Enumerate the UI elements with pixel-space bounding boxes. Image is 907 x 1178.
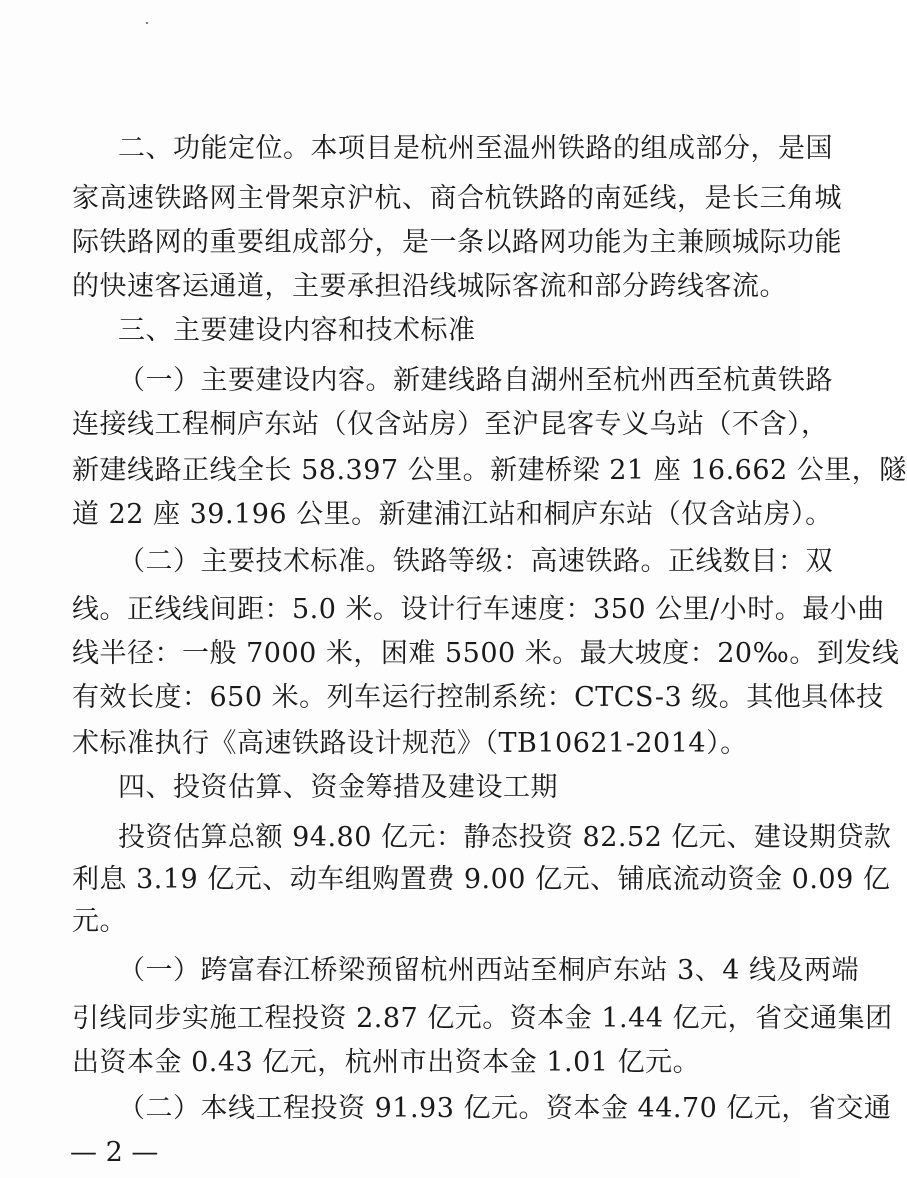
paragraph-line: 术标准执行《高速铁路设计规范》（TB10621-2014）。 [72,728,748,759]
section-heading: 三、主要建设内容和技术标准 [118,315,476,346]
paragraph-line: 线半径：一般 7000 米，困难 5500 米。最大坡度：20‰。到发线 [72,638,900,669]
paragraph-line: 元。 [72,906,127,937]
paragraph-line: 利息 3.19 亿元、动车组购置费 9.00 亿元、铺底流动资金 0.09 亿 [72,864,891,895]
paragraph-line: 投资估算总额 94.80 亿元：静态投资 82.52 亿元、建设期贷款 [118,822,892,853]
paragraph-line: 际铁路网的重要组成部分，是一条以路网功能为主兼顾城际功能 [72,227,842,258]
paragraph-line: （一）跨富春江桥梁预留杭州西站至桐庐东站 3、4 线及两端 [118,955,860,986]
paragraph-line: 道 22 座 39.196 公里。新建浦江站和桐庐东站（仅含站房）。 [72,499,833,530]
paragraph-line: （二）本线工程投资 91.93 亿元。资本金 44.70 亿元，省交通 [118,1093,892,1124]
paragraph-line: 的快速客运通道，主要承担沿线城际客流和部分跨线客流。 [72,271,787,302]
paragraph-line: （一）主要建设内容。新建线路自湖州至杭州西至杭黄铁路 [118,365,833,396]
scan-speck [146,22,148,24]
paragraph-line: 引线同步实施工程投资 2.87 亿元。资本金 1.44 亿元，省交通集团 [72,1003,893,1034]
paragraph-line: 有效长度：650 米。列车运行控制系统：CTCS-3 级。其他具体技 [72,682,884,713]
page-number: — 2 — [70,1137,159,1168]
paragraph-line: 家高速铁路网主骨架京沪杭、商合杭铁路的南延线，是长三角城 [72,183,842,214]
paragraph-line: 线。正线线间距：5.0 米。设计行车速度：350 公里/小时。最小曲 [72,594,885,625]
paragraph-line: （二）主要技术标准。铁路等级：高速铁路。正线数目：双 [118,546,833,577]
paragraph-line: 连接线工程桐庐东站（仅含站房）至沪昆客专义乌站（不含）， [72,409,829,440]
section-heading: 四、投资估算、资金筹措及建设工期 [118,772,558,803]
paragraph-line: 新建线路正线全长 58.397 公里。新建桥梁 21 座 16.662 公里，隧 [72,455,907,486]
paragraph-line: 出资本金 0.43 亿元，杭州市出资本金 1.01 亿元。 [72,1047,701,1078]
paragraph-line: 二、功能定位。本项目是杭州至温州铁路的组成部分，是国 [118,133,833,164]
